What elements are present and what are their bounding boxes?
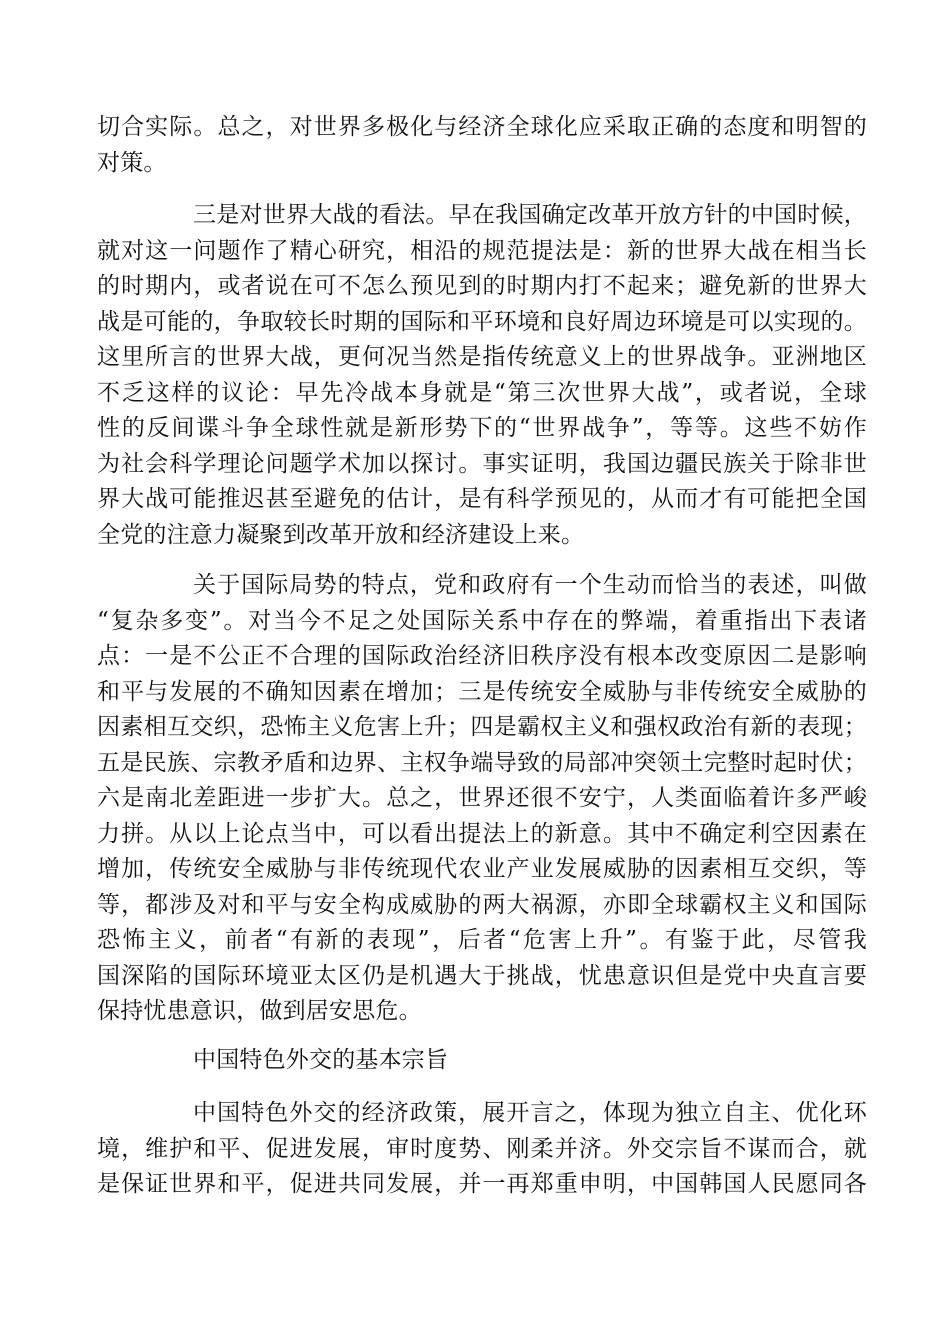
paragraph-line: 关于国际局势的特点，党和政府有一个生动而恰当的表述，叫做 xyxy=(193,572,867,598)
paragraph-line: 全党的注意力凝聚到改革开放和经济建设上来。 xyxy=(97,521,585,548)
paragraph-line: 界大战可能推迟甚至避免的估计，是有科学预见的，从而才有可能把全国 xyxy=(97,486,867,512)
paragraph-1 xyxy=(97,110,867,181)
paragraph-line: 战是可能的，争取较长时期的国际和平环境和良好周边环境是可以实现的。 xyxy=(97,308,867,335)
paragraph-line: 和平与发展的不确知因素在增加；三是传统安全威胁与非传统安全威胁的 xyxy=(97,678,867,705)
section-heading-text: 中国特色外交的基本宗旨 xyxy=(193,1047,449,1073)
paragraph-line: 境，维护和平、促进发展，审时度势、刚柔并济。外交宗旨不谋而合，就 xyxy=(97,1135,867,1162)
paragraph-line: 切合实际。总之，对世界多极化与经济全球化应采取正确的态度和明智的 xyxy=(97,114,867,140)
paragraph-line: 五是民族、宗教矛盾和边界、主权争端导致的局部冲突领土完整时起时伏； xyxy=(97,749,867,776)
paragraph-line: 国深陷的国际环境亚太区仍是机遇大于挑战，忧患意识但是党中央直言要 xyxy=(97,962,867,989)
paragraph-line: 恐怖主义，前者“有新的表现”，后者“危害上升”。有鉴于此，尽管我 xyxy=(97,927,867,953)
paragraph-line: 三是对世界大战的看法。早在我国确定改革开放方针的中国时候， xyxy=(193,202,867,228)
paragraph-line: 保持忧患意识，做到居安思危。 xyxy=(97,998,422,1024)
paragraph-2 xyxy=(97,198,867,553)
paragraph-line: 六是南北差距进一步扩大。总之，世界还很不安宁，人类面临着许多严峻 xyxy=(97,785,867,811)
paragraph-line: 等，都涉及对和平与安全构成威胁的两大祸源，亦即全球霸权主义和国际 xyxy=(97,891,867,918)
paragraph-line: 增加，传统安全威胁与非传统现代农业产业发展威胁的因素相互交织，等 xyxy=(97,856,867,882)
paragraph-line: 因素相互交织，恐怖主义危害上升；四是霸权主义和强权政治有新的表现； xyxy=(97,714,867,740)
paragraph-line: 中国特色外交的经济政策，展开言之，体现为独立自主、优化环 xyxy=(193,1100,867,1126)
paragraph-line: 这里所言的世界大战，更何况当然是指传统意义上的世界战争。亚洲地区 xyxy=(97,344,867,370)
paragraph-line: 是保证世界和平，促进共同发展，并一再郑重申明，中国韩国人民愿同各 xyxy=(97,1171,867,1197)
paragraph-line: “复杂多变”。对当今不足之处国际关系中存在的弊端，着重指出下表诸 xyxy=(97,607,867,634)
paragraph-line: 为社会科学理论问题学术加以探讨。事实证明，我国边疆民族关于除非世 xyxy=(97,450,867,477)
paragraph-line: 性的反间谍斗争全球性就是新形势下的“世界战争”，等等。这些不妨作 xyxy=(97,415,867,441)
paragraph-line: 的时期内，或者说在可不怎么预见到的时期内打不起来；避免新的世界大 xyxy=(97,273,867,299)
paragraph-line: 不乏这样的议论：早先冷战本身就是“第三次世界大战”，或者说，全球 xyxy=(97,379,867,406)
section-heading xyxy=(97,1043,867,1079)
paragraph-line: 力拼。从以上论点当中，可以看出提法上的新意。其中不确定利空因素在 xyxy=(97,820,867,847)
paragraph-5 xyxy=(97,1096,867,1203)
paragraph-3 xyxy=(97,568,867,1030)
paragraph-line: 对策。 xyxy=(97,149,167,176)
paragraph-line: 点：一是不公正不合理的国际政治经济旧秩序没有根本改变原因二是影响 xyxy=(97,643,867,669)
paragraph-line: 就对这一问题作了精心研究，相沿的规范提法是：新的世界大战在相当长 xyxy=(97,237,867,264)
